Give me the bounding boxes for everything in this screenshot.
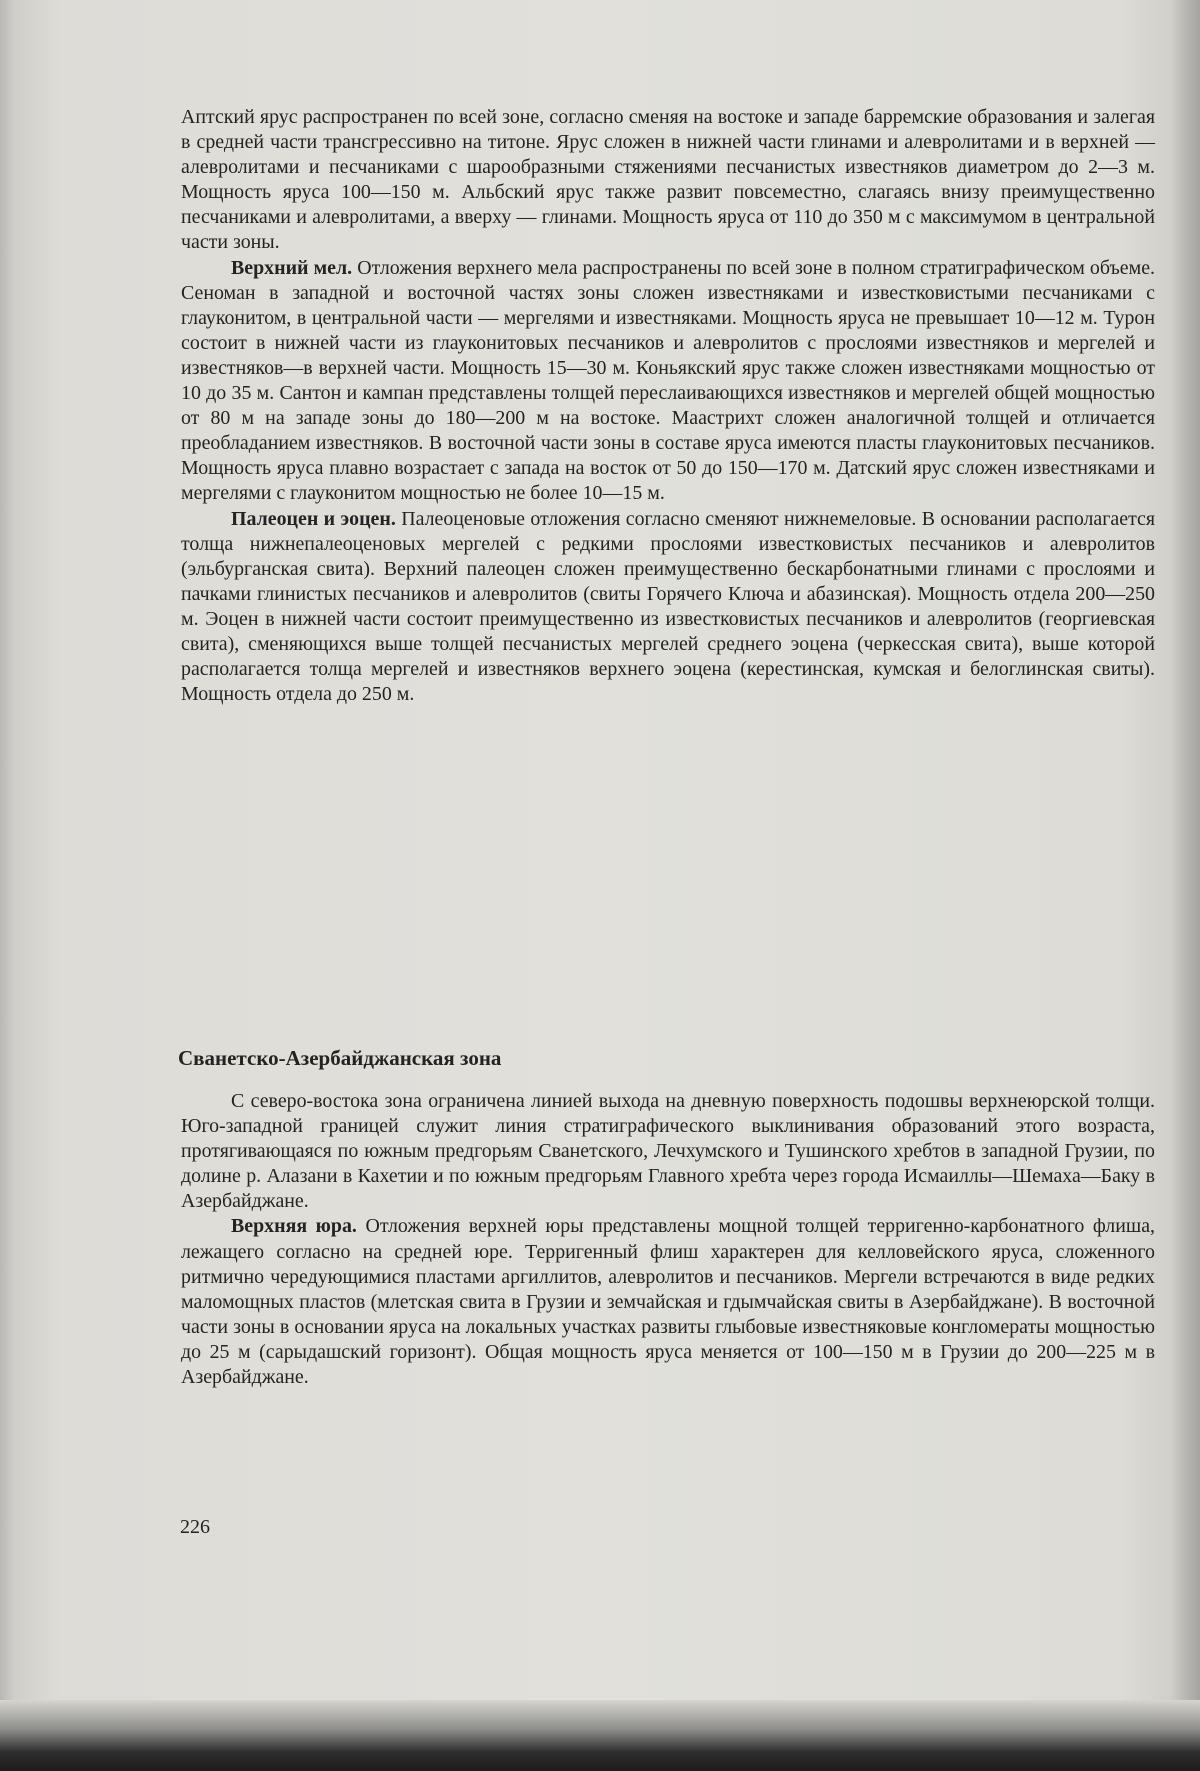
run-in-heading: Верхняя юра.: [231, 1215, 357, 1238]
paragraph-upper-jurassic: [181, 1214, 1155, 1390]
section-1-body: [181, 105, 1155, 707]
run-in-heading: Верхний мел.: [231, 256, 353, 279]
paragraph-zone-boundaries: [181, 1089, 1155, 1214]
page-number: 226: [180, 1516, 210, 1538]
section-2-body: [181, 1089, 1155, 1390]
paragraph-paleocene-eocene: [181, 507, 1155, 708]
paragraph-text: Отложения верхней юры представлены мощной толщей терригенно-карбонатного флиша, лежащего согласно на средней юре. Терригенный флиш характерен для келловейского яруса, сложенного ритмично чередующимися пластами аргиллитов, алевролитов и песчаников. Мергели встречаются в виде редких маломощных пластов (млетская свита в Грузии и земчайская и гдымчайская свиты в Азербайджане). В восточной части зоны в основании яруса на локальных участках развиты глыбовые известняковые конгломераты мощностью до 25 м (сарыдашский горизонт). Общая мощность яруса меняется от 100—150 м в Грузии до 200—225 м в Азербайджане.: [181, 1215, 1155, 1389]
paragraph-text: Палеоценовые отложения согласно сменяют нижнемеловые. В основании располагается толща нижнепалеоценовых мергелей с редкими прослоями известковистых песчаников и алевролитов (эльбурганская свита). Верхний палеоцен сложен преимущественно бескарбонатными глинами с прослоями и пачками глинистых песчаников и алевролитов (свиты Горячего Ключа и абазинская). Мощность отдела 200—250 м. Эоцен в нижней части состоит преимущественно из известковистых песчаников и алевролитов (георгиевская свита), сменяющихся выше толщей песчанистых мергелей среднего эоцена (черкесская свита), выше которой располагается толща мергелей и известняков верхнего эоцена (керестинская, кумская и белоглинская свиты). Мощность отдела до 250 м.: [181, 507, 1155, 706]
paragraph-upper-cretaceous: [181, 256, 1155, 507]
paragraph-text: Аптский ярус распространен по всей зоне, согласно сменяя на востоке и западе барремские образования и залегая в средней части трансгрессивно на титоне. Ярус сложен в нижней части глинами и алевролитами и в верхней — алевролитами и песчаниками с шарообразными стяжениями песчанистых известняков диаметром до 2—3 м. Мощность яруса 100—150 м. Альбский ярус также развит повсеместно, слагаясь внизу преимущественно песчаниками и алевролитами, а вверху — глинами. Мощность яруса от 110 до 350 м с максимумом в центральной части зоны.: [181, 106, 1155, 254]
run-in-heading: Палеоцен и эоцен.: [231, 507, 396, 530]
paragraph-aptian-albian: [181, 105, 1155, 256]
paragraph-text: С северо-востока зона ограничена линией выхода на дневную поверхность подошвы верхнеюрской толщи. Юго-западной границей служит линия стратиграфического выклинивания образований этого возраста, протягивающаяся по южным предгорьям Сванетского, Лечхумского и Тушинского хребтов в западной Грузии, по долине р. Алазани в Кахетии и по южным предгорьям Главного хребта через города Исмаиллы—Шемаха—Баку в Азербайджане.: [181, 1090, 1155, 1213]
paragraph-text: Отложения верхнего мела распространены по всей зоне в полном стратиграфическом объеме. Сеноман в западной и восточной частях зоны сложен известняками и известковистыми песчаниками с глауконитом, в центральной части — мергелями и известняками. Мощность яруса не превышает 10—12 м. Турон состоит в нижней части из глауконитовых песчаников и алевролитов с прослоями известняков и мергелей и известняков—в верхней части. Мощность 15—30 м. Коньякский ярус также сложен известняками мощностью от 10 до 35 м. Сантон и кампан представлены толщей переслаивающихся известняков и мергелей общей мощностью от 80 м на западе зоны до 180—200 м на востоке. Маастрихт сложен аналогичной толщей и отличается преобладанием известняков. В восточной части зоны в составе яруса имеются пласты глауконитовых песчаников. Мощность яруса плавно возрастает с запада на восток от 50 до 150—170 м. Датский ярус сложен известняками и мергелями с глауконитом мощностью не более 10—15 м.: [181, 256, 1155, 505]
section-heading: Сванетско-Азербайджанская зона: [178, 1046, 502, 1070]
page-edge-shadow: [1170, 0, 1200, 1771]
scan-bottom-edge: [0, 1700, 1200, 1771]
